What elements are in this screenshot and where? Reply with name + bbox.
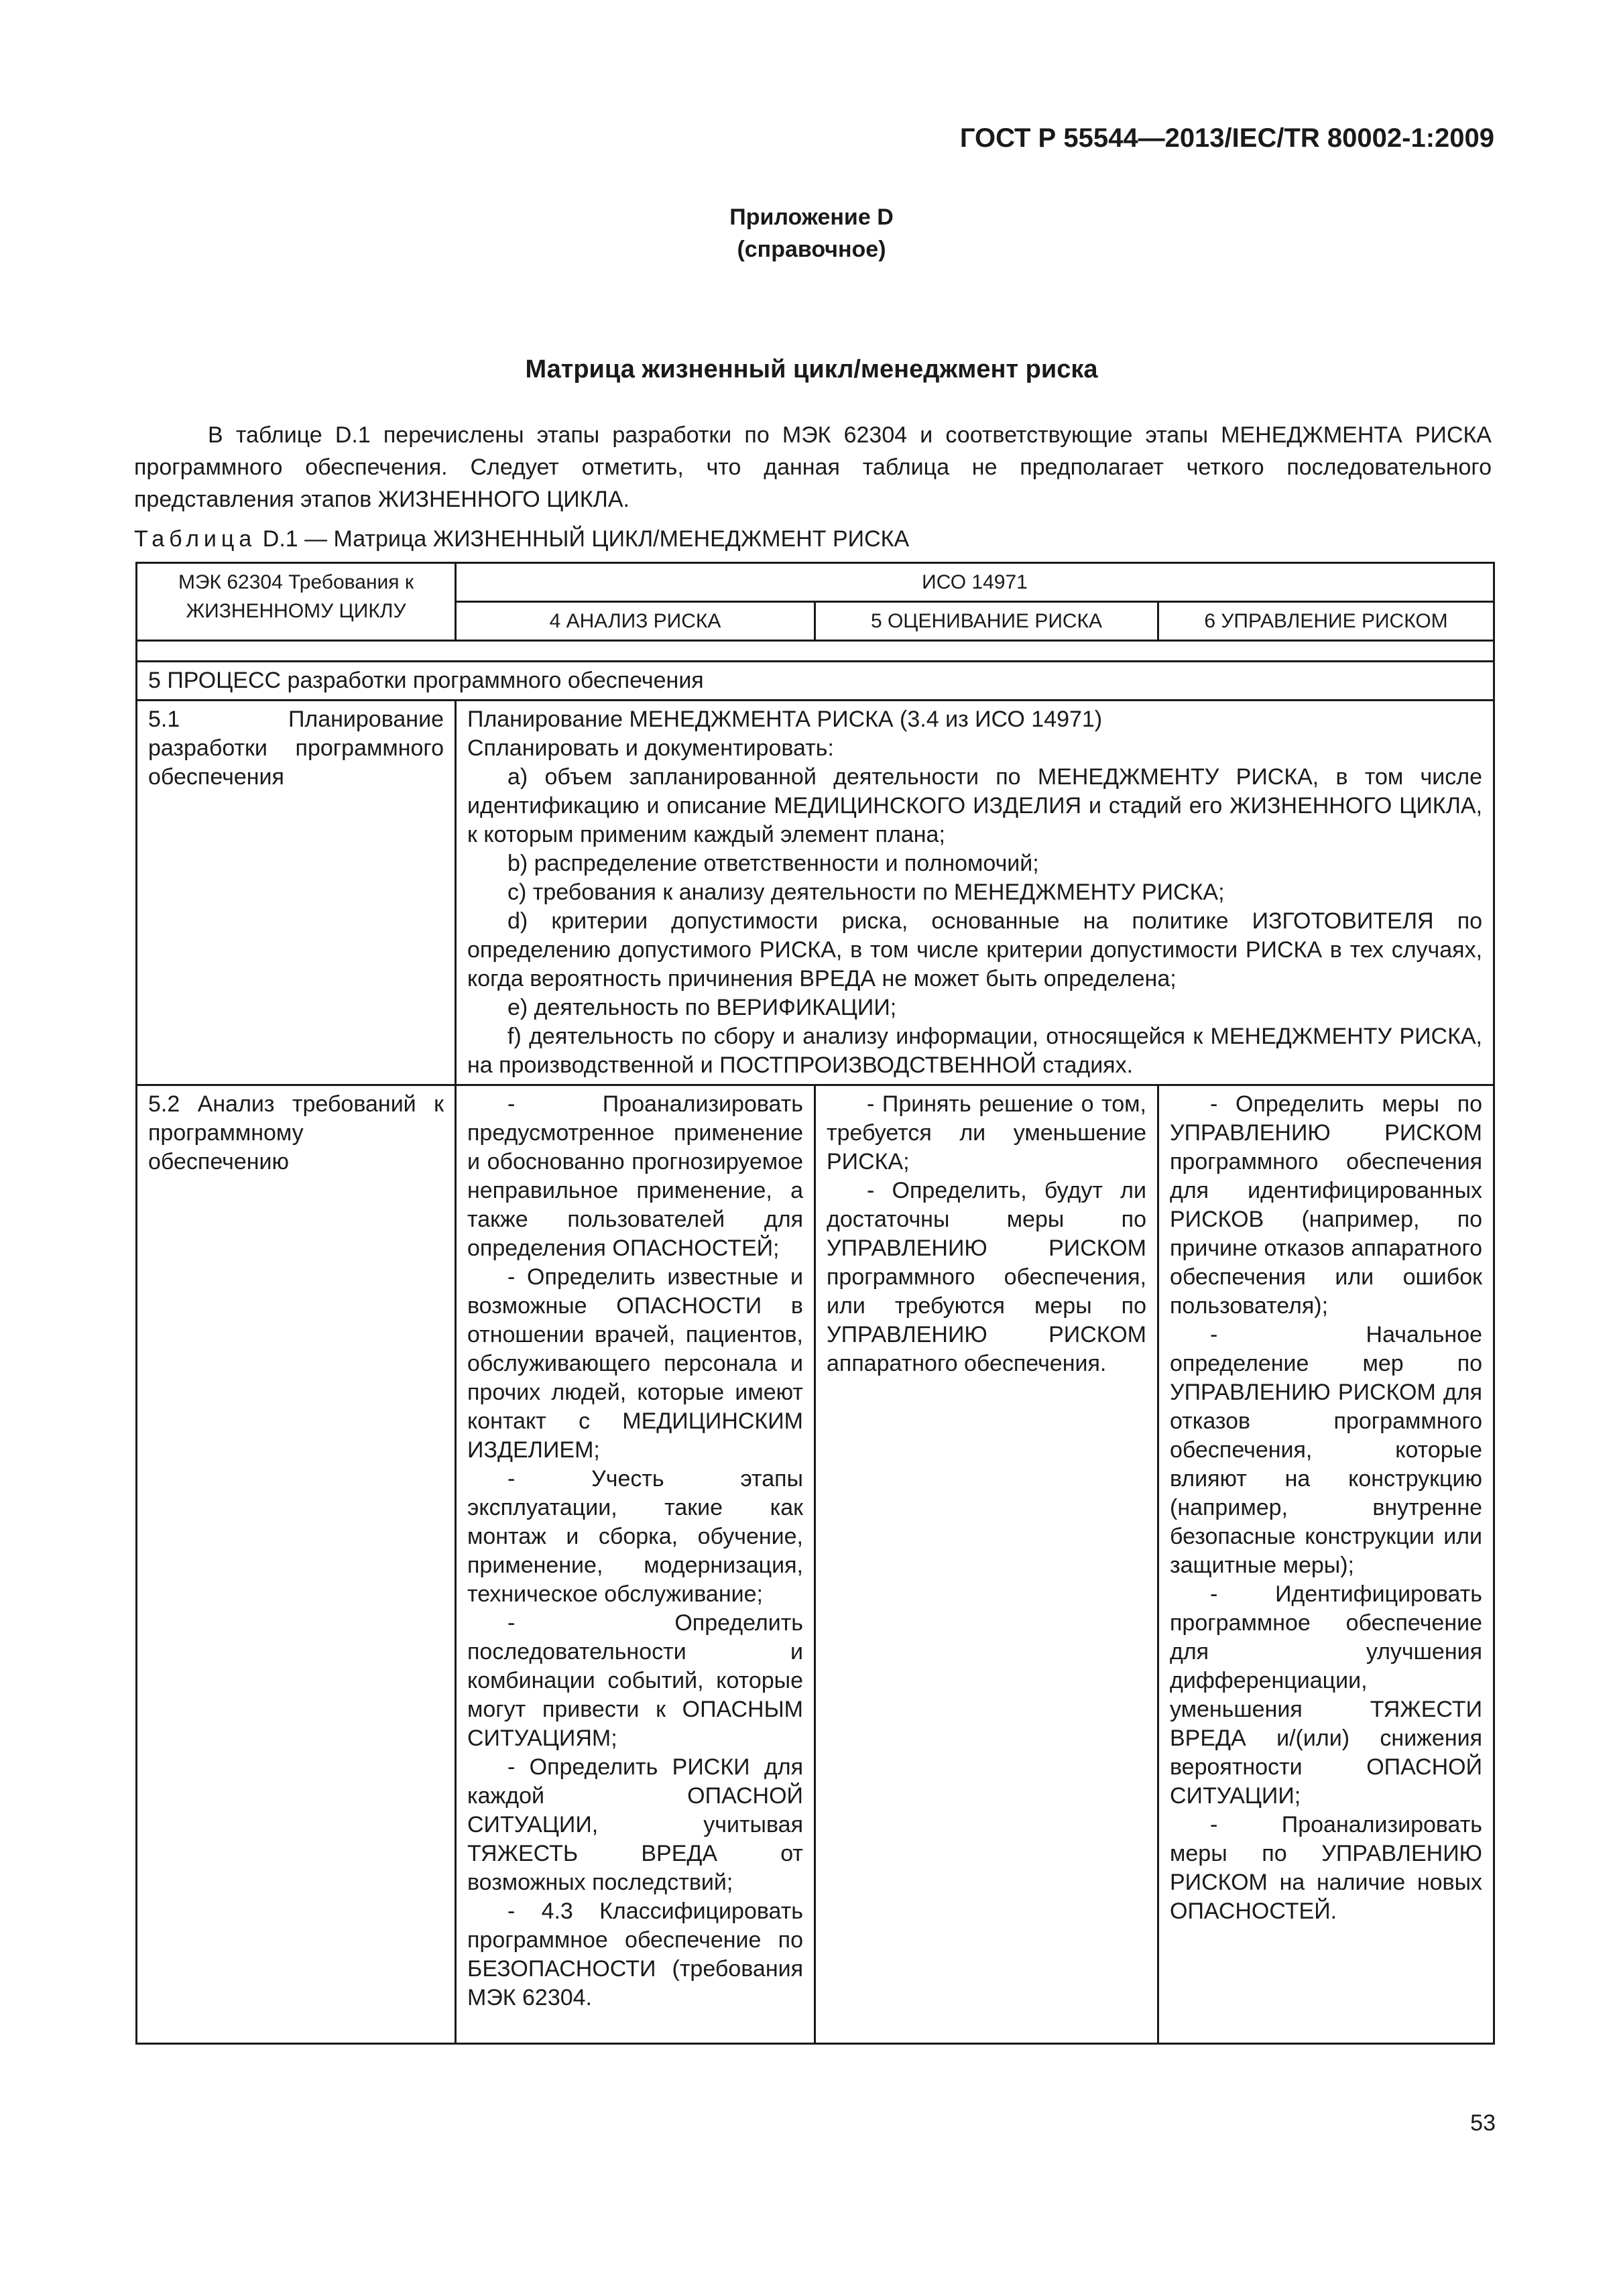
- col1-header: МЭК 62304 Требования к ЖИЗНЕННОМУ ЦИКЛУ: [137, 563, 456, 641]
- page-number: 53: [1470, 2110, 1496, 2136]
- header-row-1: [137, 563, 1494, 602]
- row-5-1-line: c) требования к анализу деятельности по МЕНЕДЖМЕНТУ РИСКА;: [507, 880, 1225, 905]
- spacer-row: [137, 641, 1494, 662]
- analysis-item: - Определить известные и возможные ОПАСНОСТИ в отношении врачей, пациентов, обслуживающего персонала и прочих людей, которые имеют контакт с МЕДИЦИНСКИМ ИЗДЕЛИЕМ;: [467, 1264, 803, 1463]
- control-item: - Идентифицировать программное обеспечение для улучшения дифференциации, уменьшения ТЯЖЕСТИ ВРЕДА и/(или) снижения вероятности ОПАСНОЙ СИТУАЦИИ;: [1170, 1581, 1483, 1809]
- control-item: - Проанализировать меры по УПРАВЛЕНИЮ РИСКОМ на наличие новых ОПАСНОСТЕЙ.: [1170, 1812, 1483, 1924]
- col2-header: 4 АНАЛИЗ РИСКА: [456, 602, 815, 641]
- row-5-1-line: Планирование МЕНЕДЖМЕНТА РИСКА (3.4 из ИСО 14971): [467, 707, 1103, 732]
- row-5-2-control: [1158, 1085, 1494, 2044]
- row-5-2-label: 5.2 Анализ требований к программному обеспечению: [137, 1085, 456, 2044]
- spacer-cell: [137, 641, 1494, 662]
- row-5-2-evaluation: [815, 1085, 1158, 2044]
- control-item: - Определить меры по УПРАВЛЕНИЮ РИСКОМ программного обеспечения для идентифицированных РИСКОВ (например, по причине отказов аппаратного обеспечения или ошибок пользователя);: [1170, 1091, 1483, 1319]
- group-header: ИСО 14971: [456, 563, 1494, 602]
- section-cell: 5 ПРОЦЕСС разработки программного обеспечения: [137, 662, 1494, 701]
- row-5-2-analysis: [456, 1085, 815, 2044]
- row-5-1-line: b) распределение ответственности и полномочий;: [507, 851, 1039, 876]
- analysis-item: - Учесть этапы эксплуатации, такие как монтаж и сборка, обучение, применение, модернизация, техническое обслуживание;: [467, 1466, 803, 1607]
- lifecycle-risk-matrix: [135, 562, 1495, 2045]
- row-5-1-line: e) деятельность по ВЕРИФИКАЦИИ;: [507, 995, 897, 1020]
- table-caption-text: D.1 — Матрица ЖИЗНЕННЫЙ ЦИКЛ/МЕНЕДЖМЕНТ РИСКА: [256, 526, 910, 552]
- analysis-item: - 4.3 Классифицировать программное обеспечение по БЕЗОПАСНОСТИ (требования МЭК 62304.: [467, 1898, 803, 2010]
- evaluation-item: - Определить, будут ли достаточны меры по УПРАВЛЕНИЮ РИСКОМ программного обеспечения, или требуются меры по УПРАВЛЕНИЮ РИСКОМ аппаратного обеспечения.: [827, 1178, 1146, 1376]
- row-5-1-label: 5.1 Планирование разработки программного обеспечения: [137, 701, 456, 1085]
- row-5-1-content: [456, 701, 1494, 1085]
- section-row: [137, 662, 1494, 701]
- annex-title: Матрица жизненный цикл/менеджмент риска: [525, 355, 1098, 383]
- document-code: ГОСТ Р 55544—2013/IEC/TR 80002-1:2009: [959, 123, 1494, 153]
- table-caption-prefix: Таблица: [134, 526, 257, 552]
- analysis-item: - Проанализировать предусмотренное применение и обоснованно прогнозируемое неправильное применение, а также пользователей для определения ОПАСНОСТЕЙ;: [467, 1091, 803, 1261]
- analysis-item: - Определить РИСКИ для каждой ОПАСНОЙ СИТУАЦИИ, учитывая ТЯЖЕСТЬ ВРЕДА от возможных последствий;: [467, 1754, 803, 1895]
- evaluation-item: - Принять решение о том, требуется ли уменьшение РИСКА;: [827, 1091, 1146, 1174]
- annex-heading: [0, 201, 1623, 265]
- annex-type: (справочное): [737, 237, 886, 262]
- annex-label: Приложение D: [729, 204, 894, 230]
- col3-header: 5 ОЦЕНИВАНИЕ РИСКА: [815, 602, 1158, 641]
- intro-paragraph: В таблице D.1 перечислены этапы разработки по МЭК 62304 и соответствующие этапы МЕНЕДЖМЕНТА РИСКА программного обеспечения. Следует отметить, что данная таблица не предполагает четкого последовательного представления этапов ЖИЗНЕННОГО ЦИКЛА.: [134, 422, 1492, 512]
- analysis-item: - Определить последовательности и комбинации событий, которые могут привести к ОПАСНЫМ СИТУАЦИЯМ;: [467, 1610, 803, 1751]
- row-5-2: [137, 1085, 1494, 2044]
- row-5-1-line: d) критерии допустимости риска, основанные на политике ИЗГОТОВИТЕЛЯ по определению допустимого РИСКА, в том числе критерии допустимости РИСКА в тех случаях, когда вероятность причинения ВРЕДА не может быть определена;: [467, 908, 1483, 991]
- control-item: - Начальное определение мер по УПРАВЛЕНИЮ РИСКОМ для отказов программного обеспечения, которые влияют на конструкцию (например, внутренне безопасные конструкции или защитные меры);: [1170, 1322, 1483, 1578]
- row-5-1: [137, 701, 1494, 1085]
- table-caption: [134, 523, 909, 555]
- row-5-1-line: f) деятельность по сбору и анализу информации, относящейся к МЕНЕДЖМЕНТУ РИСКА, на производственной и ПОСТПРОИЗВОДСТВЕННОЙ стадиях.: [467, 1024, 1483, 1078]
- row-5-1-line: Спланировать и документировать:: [467, 735, 834, 761]
- col4-header: 6 УПРАВЛЕНИЕ РИСКОМ: [1158, 602, 1494, 641]
- row-5-1-line: a) объем запланированной деятельности по МЕНЕДЖМЕНТУ РИСКА, в том числе идентификацию и описание МЕДИЦИНСКОГО ИЗДЕЛИЯ и стадий его ЖИЗНЕННОГО ЦИКЛА, к которым применим каждый элемент плана;: [467, 764, 1483, 847]
